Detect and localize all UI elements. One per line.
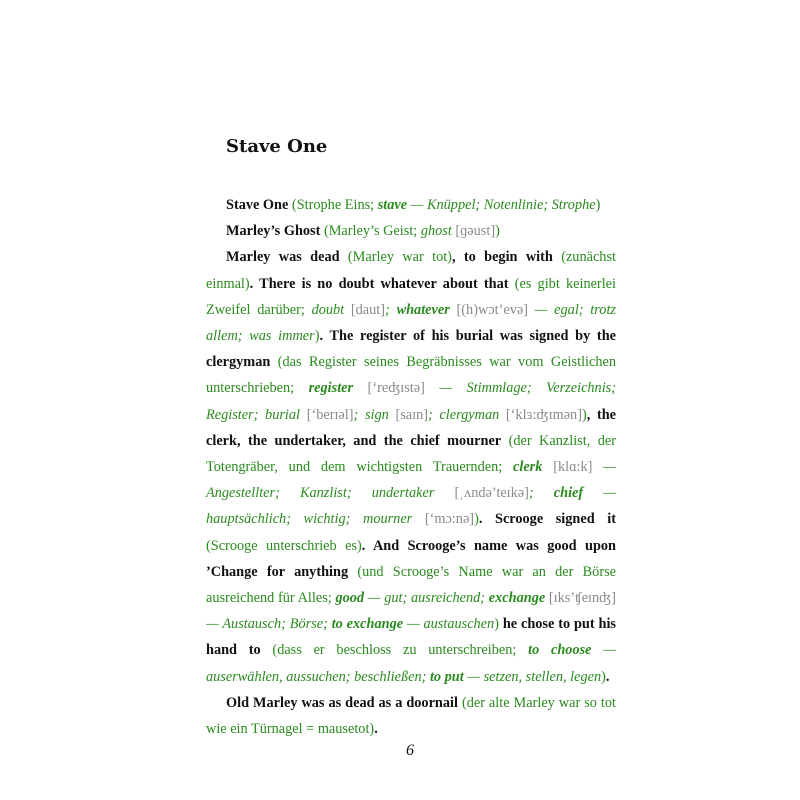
- german-gloss: (der alte Marley war so tot wie ein Türnagel = mausetot): [206, 694, 616, 738]
- gloss-note: — auserwählen, aussuchen; beschließen;: [206, 642, 616, 685]
- ipa-transcription: [‘klɜ:ʤɪmən]: [499, 406, 582, 423]
- gloss-keyword: exchange: [488, 590, 546, 607]
- english-phrase: . The register of his burial was signed by the clergyman: [206, 328, 616, 371]
- ipa-transcription: [ɡəust]: [451, 223, 496, 240]
- gloss-note: — Austausch; Börse;: [206, 616, 332, 633]
- german-gloss: ): [595, 197, 601, 213]
- gloss-note: — gut; ausreichend;: [364, 590, 489, 607]
- german-gloss: (und Scrooge’s Name war an der Börse ausreichend für Alles;: [206, 563, 616, 607]
- gloss-note: ;: [385, 301, 397, 318]
- gloss-keyword: stave: [377, 197, 408, 213]
- english-phrase: Marley’s Ghost: [226, 223, 321, 240]
- german-gloss: ): [495, 223, 500, 240]
- ipa-transcription: [(h)wɔt’evə]: [449, 301, 528, 318]
- ipa-transcription: [‘berɪəl]: [300, 406, 354, 423]
- gloss-note: — austauschen: [403, 616, 495, 633]
- gloss-note: ;: [528, 485, 554, 502]
- gloss-note: — Knüppel; Notenlinie; Strophe: [407, 197, 596, 213]
- ipa-transcription: [daut]: [344, 301, 386, 318]
- gloss-keyword: chief: [553, 485, 584, 502]
- english-phrase: .: [605, 668, 610, 685]
- german-gloss: (das Register seines Begräbnisses war vom Geistlichen unterschrieben;: [206, 354, 616, 397]
- german-gloss: ): [581, 406, 587, 423]
- gloss-note: — egal; trotz allem; was immer: [206, 301, 616, 345]
- german-gloss: ): [314, 328, 320, 345]
- english-phrase: .: [374, 721, 378, 738]
- ipa-transcription: [ɪks’ʧeɪnʤ]: [545, 590, 616, 607]
- german-gloss: (dass er beschloss zu unterschreiben;: [260, 642, 529, 659]
- english-phrase: . Scrooge signed it: [478, 511, 616, 528]
- gloss-keyword: register: [308, 380, 354, 397]
- gloss-note: — Stimmlage; Verzeichnis; Register; burial: [206, 380, 617, 423]
- gloss-keyword: to choose: [528, 642, 592, 659]
- gloss-keyword: clerk: [513, 459, 543, 476]
- gloss-note: — hauptsächlich; wichtig; mourner: [206, 485, 616, 528]
- english-phrase: , the clerk, the undertaker, and the chief mourner: [206, 406, 617, 449]
- gloss-note: ; clergyman: [428, 406, 500, 423]
- gloss-note: ghost: [420, 223, 452, 240]
- german-gloss: (es gibt keinerlei Zweifel darüber;: [206, 275, 616, 318]
- german-gloss: ): [494, 616, 499, 633]
- german-gloss: (Marley’s Geist;: [320, 223, 421, 240]
- german-gloss: ): [601, 668, 606, 685]
- english-phrase: . There is no doubt whatever about that: [249, 275, 509, 292]
- gloss-note: — Angestellter; Kanzlist; undertaker: [206, 459, 616, 502]
- german-gloss: (zunächst einmal): [206, 249, 616, 292]
- paragraph: [206, 218, 616, 244]
- gloss-keyword: whatever: [396, 301, 450, 318]
- english-phrase: , to begin with: [451, 249, 553, 266]
- ipa-transcription: [klɑ:k]: [542, 459, 593, 476]
- german-gloss: (Strophe Eins;: [288, 197, 378, 213]
- ipa-transcription: [‘reʤɪstə]: [353, 380, 425, 397]
- text-body: [206, 192, 616, 742]
- english-phrase: Stave One: [226, 197, 289, 213]
- gloss-keyword: to exchange: [331, 616, 404, 633]
- paragraph: [206, 244, 616, 689]
- gloss-note: — setzen, stellen, legen: [463, 668, 602, 685]
- ipa-transcription: [saɪn]: [388, 406, 429, 423]
- english-phrase: . And Scrooge’s name was good upon ’Change for anything: [206, 537, 616, 580]
- english-phrase: Old Marley was as dead as a doornail: [226, 694, 458, 711]
- gloss-note: doubt: [311, 301, 345, 318]
- paragraph: [206, 192, 616, 218]
- gloss-keyword: to put: [429, 668, 464, 685]
- english-phrase: Marley was dead: [226, 249, 340, 266]
- german-gloss: (Scrooge unterschrieb es): [206, 537, 362, 554]
- chapter-heading: Stave One: [226, 136, 328, 157]
- ipa-transcription: [ˌʌndə’teɪkə]: [434, 485, 529, 502]
- paragraph: [206, 690, 616, 742]
- german-gloss: ): [474, 511, 479, 528]
- gloss-keyword: good: [335, 590, 365, 607]
- page-number: 6: [406, 742, 414, 759]
- gloss-note: ; sign: [353, 406, 389, 423]
- german-gloss: (Marley war tot): [339, 249, 452, 266]
- ipa-transcription: [‘mɔ:nə]: [412, 511, 475, 528]
- english-phrase: he chose to put his hand to: [206, 616, 616, 659]
- german-gloss: (der Kanzlist, der Totengräber, und dem wichtigsten Trauernden;: [206, 432, 616, 476]
